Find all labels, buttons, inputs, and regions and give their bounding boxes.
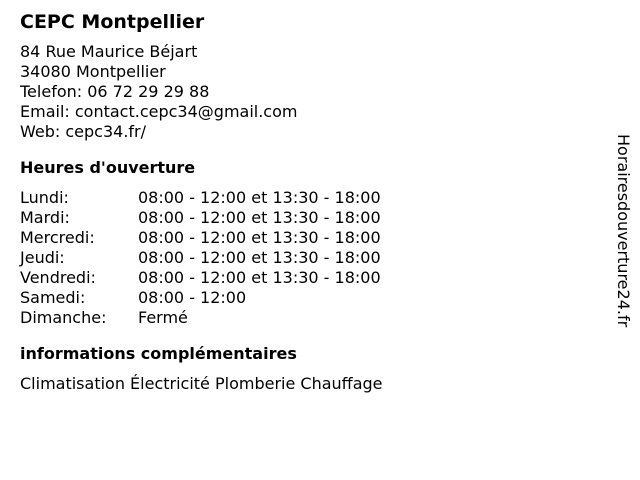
hours-row [20, 308, 381, 328]
hours-heading: Heures d'ouverture [20, 158, 196, 177]
day-hours: Fermé [138, 308, 188, 327]
phone-line: Telefon: 06 72 29 29 88 [20, 82, 210, 101]
day-hours: 08:00 - 12:00 et 13:30 - 18:00 [138, 208, 381, 227]
day-label: Vendredi: [20, 268, 96, 287]
day-label: Lundi: [20, 188, 69, 207]
hours-row [20, 208, 381, 228]
business-card [20, 8, 600, 394]
info-text: Climatisation Électricité Plomberie Chauffage [20, 374, 383, 393]
day-label: Jeudi: [20, 248, 65, 267]
address-city: 34080 Montpellier [20, 62, 166, 81]
hours-row [20, 188, 381, 208]
hours-row [20, 288, 381, 308]
day-label: Samedi: [20, 288, 86, 307]
day-label: Mardi: [20, 208, 70, 227]
info-heading: informations complémentaires [20, 344, 297, 363]
day-hours: 08:00 - 12:00 et 13:30 - 18:00 [138, 228, 381, 247]
day-hours: 08:00 - 12:00 et 13:30 - 18:00 [138, 188, 381, 207]
day-label: Dimanche: [20, 308, 107, 327]
web-line: Web: cepc34.fr/ [20, 122, 146, 141]
contact-block [20, 42, 600, 142]
day-hours: 08:00 - 12:00 et 13:30 - 18:00 [138, 248, 381, 267]
hours-row [20, 268, 381, 288]
day-hours: 08:00 - 12:00 [138, 288, 247, 307]
day-hours: 08:00 - 12:00 et 13:30 - 18:00 [138, 268, 381, 287]
email-line: Email: contact.cepc34@gmail.com [20, 102, 298, 121]
day-label: Mercredi: [20, 228, 95, 247]
watermark-text: Horairesdouverture24.fr [614, 134, 633, 328]
address-street: 84 Rue Maurice Béjart [20, 42, 198, 61]
hours-table [20, 188, 381, 328]
hours-row [20, 228, 381, 248]
business-name: CEPC Montpellier [20, 11, 205, 33]
hours-row [20, 248, 381, 268]
